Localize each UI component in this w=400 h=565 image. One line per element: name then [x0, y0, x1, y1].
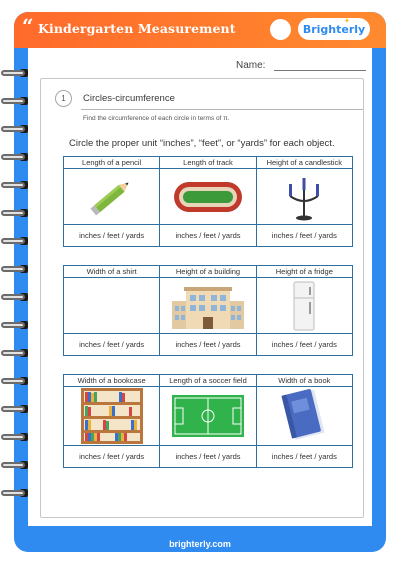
header-bar	[14, 12, 386, 48]
binding-ring	[0, 348, 30, 358]
answer-choices[interactable]: inches / feet / yards	[256, 225, 352, 247]
name-label: Name:	[236, 60, 266, 71]
item-label: Width of a book	[256, 375, 352, 387]
item-label: Height of a candlestick	[256, 157, 352, 169]
binding-ring	[0, 208, 30, 218]
section-subtitle: Find the circumference of each circle in terms of π.	[83, 115, 230, 122]
soccer-field-icon	[160, 387, 256, 446]
empty-picture-cell	[64, 278, 160, 334]
measurement-table	[63, 374, 353, 468]
candlestick-icon	[256, 169, 352, 225]
binding-ring	[0, 236, 30, 246]
binding-ring	[0, 460, 30, 470]
binding-ring	[0, 264, 30, 274]
answer-choices[interactable]: inches / feet / yards	[64, 334, 160, 356]
pencil-icon	[64, 169, 160, 225]
item-label: Length of a soccer field	[160, 375, 256, 387]
worksheet-title: Kindergarten Measurement	[38, 21, 236, 36]
answer-choices[interactable]: inches / feet / yards	[64, 446, 160, 468]
section-title: Circles-circumference	[83, 93, 175, 104]
building-icon	[160, 278, 256, 334]
binding-ring	[0, 180, 30, 190]
footer-site: brighterly.com	[169, 539, 231, 549]
measurement-table	[63, 265, 353, 356]
answer-choices[interactable]: inches / feet / yards	[64, 225, 160, 247]
item-label: Length of track	[160, 157, 256, 169]
answer-choices[interactable]: inches / feet / yards	[160, 446, 256, 468]
logo-text: Brighterly	[302, 23, 366, 36]
item-label: Width of a shirt	[64, 266, 160, 278]
track-icon	[160, 169, 256, 225]
answer-choices[interactable]: inches / feet / yards	[256, 334, 352, 356]
section-divider	[81, 109, 363, 110]
brighterly-logo: ✦ Brighterly	[298, 18, 370, 40]
name-line	[274, 70, 366, 71]
item-label: Width of a bookcase	[64, 375, 160, 387]
exercise-box	[40, 78, 364, 518]
binding-ring	[0, 292, 30, 302]
binding-ring	[0, 68, 30, 78]
answer-choices[interactable]: inches / feet / yards	[256, 446, 352, 468]
worksheet-paper	[28, 48, 372, 526]
binding-ring	[0, 376, 30, 386]
worksheet-frame	[14, 12, 386, 552]
binding-ring	[0, 432, 30, 442]
item-label: Height of a building	[160, 266, 256, 278]
section-number: 1	[55, 90, 72, 107]
quote-mark-icon: “	[22, 14, 34, 38]
answer-choices[interactable]: inches / feet / yards	[160, 334, 256, 356]
binding-ring	[0, 320, 30, 330]
binding-ring	[0, 152, 30, 162]
measurement-table	[63, 156, 353, 247]
item-label: Length of a pencil	[64, 157, 160, 169]
item-label: Height of a fridge	[256, 266, 352, 278]
binding-ring	[0, 404, 30, 414]
book-icon	[256, 387, 352, 446]
binding-ring	[0, 96, 30, 106]
fridge-icon	[256, 278, 352, 334]
answer-choices[interactable]: inches / feet / yards	[160, 225, 256, 247]
header-circle	[270, 19, 291, 40]
bookcase-icon	[64, 387, 160, 446]
instruction: Circle the proper unit “inches”, “feet”, or “yards” for each object.	[69, 138, 335, 149]
binding-ring	[0, 124, 30, 134]
binding-ring	[0, 488, 30, 498]
